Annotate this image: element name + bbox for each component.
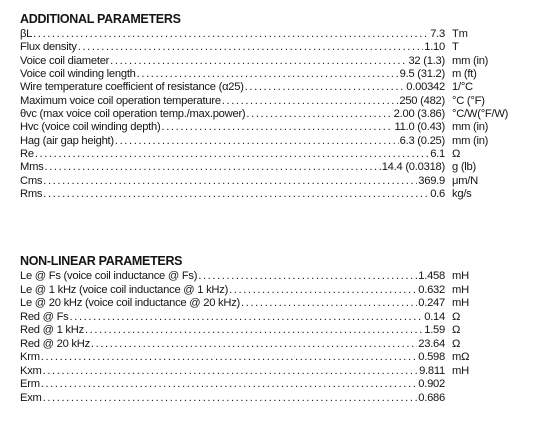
parameter-label: Red @ Fs — [20, 310, 69, 323]
non-linear-parameters-section — [20, 253, 520, 405]
parameter-leader — [20, 365, 445, 379]
dot-leader — [241, 297, 417, 311]
parameter-label: Voice coil diameter — [20, 54, 110, 67]
parameter-row — [20, 175, 520, 188]
parameter-label: Le @ Fs (voice coil inductance @ Fs) — [20, 270, 198, 282]
dot-leader — [137, 68, 399, 81]
parameter-unit: Ω — [452, 324, 461, 337]
parameter-value: 11.0 (0.43) — [394, 121, 445, 134]
parameter-row — [20, 338, 520, 352]
parameter-leader — [20, 41, 445, 54]
dot-leader — [115, 135, 399, 148]
parameter-leader — [20, 55, 445, 68]
parameter-unit: g (lb) — [452, 161, 476, 174]
parameter-leader — [20, 28, 445, 41]
parameter-value: 0.902 — [418, 378, 445, 391]
parameter-label: Flux density — [20, 41, 77, 54]
parameter-unit: kg/s — [452, 188, 472, 201]
parameter-leader — [20, 135, 445, 148]
parameter-unit: m (ft) — [452, 68, 477, 81]
parameter-value: 9.811 — [419, 364, 445, 377]
dot-leader — [246, 108, 392, 121]
parameter-value: 0.00342 — [406, 81, 445, 94]
parameter-value: 23.64 — [418, 337, 445, 350]
parameter-row — [20, 324, 520, 338]
parameter-leader — [20, 270, 445, 284]
parameter-label: Re — [20, 148, 34, 161]
parameter-value: 2.00 (3.86) — [393, 108, 445, 121]
dot-leader — [91, 338, 417, 352]
parameter-label: Le @ 1 kHz (voice coil inductance @ 1 kHz) — [20, 283, 229, 296]
parameter-unit: μm/N — [452, 174, 478, 187]
parameter-value: 14.4 (0.0318) — [381, 161, 445, 174]
dot-leader — [78, 41, 424, 54]
parameter-leader — [20, 108, 445, 121]
parameter-value: 6.1 — [430, 148, 445, 161]
parameter-leader — [20, 338, 445, 352]
parameter-unit: mH — [452, 364, 469, 377]
parameter-label: Erm — [20, 378, 40, 391]
parameter-leader — [20, 378, 445, 392]
parameter-leader — [20, 148, 445, 161]
parameter-label: Maximum voice coil operation temperature — [20, 94, 221, 107]
parameter-label: Voice coil winding length — [20, 68, 136, 81]
parameter-value: 250 (482) — [399, 94, 445, 107]
parameter-value: 0.14 — [424, 310, 445, 323]
additional-parameters-heading: ADDITIONAL PARAMETERS — [20, 12, 181, 26]
parameter-unit: Tm — [452, 28, 468, 40]
parameter-leader — [20, 284, 445, 298]
parameter-row — [20, 365, 520, 379]
additional-parameters-list — [20, 28, 520, 201]
parameter-label: Krm — [20, 351, 40, 364]
dot-leader — [33, 28, 429, 41]
parameter-value: 0.632 — [418, 283, 445, 296]
parameter-value: 0.598 — [418, 351, 445, 364]
parameter-value: 0.686 — [418, 391, 445, 404]
parameter-unit: mH — [452, 283, 469, 296]
parameter-leader — [20, 175, 445, 188]
parameter-label: Hvc (voice coil winding depth) — [20, 121, 161, 134]
parameter-value: 1.458 — [418, 270, 445, 282]
parameter-leader — [20, 392, 445, 406]
parameter-row — [20, 135, 520, 148]
parameter-row — [20, 95, 520, 108]
parameter-label: Le @ 20 kHz (voice coil inductance @ 20 kHz) — [20, 297, 241, 310]
parameter-row — [20, 188, 520, 201]
parameter-value: 0.6 — [430, 188, 445, 201]
parameter-value: 1.59 — [424, 324, 445, 337]
parameter-unit: Ω — [452, 337, 461, 350]
dot-leader — [222, 95, 399, 108]
dot-leader — [43, 392, 418, 406]
parameter-label: Red @ 20 kHz — [20, 337, 90, 350]
dot-leader — [229, 284, 417, 298]
parameter-value: 6.3 (0.25) — [399, 134, 445, 147]
parameter-row — [20, 55, 520, 68]
dot-leader — [35, 148, 429, 161]
parameter-leader — [20, 121, 445, 134]
parameter-label: βL — [20, 28, 33, 40]
parameter-unit: °C (°F) — [452, 94, 485, 107]
parameter-leader — [20, 188, 445, 201]
parameter-row — [20, 41, 520, 54]
parameter-leader — [20, 297, 445, 311]
dot-leader — [41, 351, 417, 365]
dot-leader — [43, 175, 417, 188]
parameter-leader — [20, 68, 445, 81]
parameter-leader — [20, 95, 445, 108]
parameter-value: 7.3 — [430, 28, 445, 40]
parameter-leader — [20, 161, 445, 174]
parameter-row — [20, 392, 520, 406]
dot-leader — [43, 365, 418, 379]
additional-parameters-section — [20, 11, 520, 201]
dot-leader — [85, 324, 423, 338]
parameter-label: Wire temperature coefficient of resistance (α25) — [20, 81, 244, 94]
parameter-row — [20, 68, 520, 81]
parameter-row — [20, 161, 520, 174]
parameter-leader — [20, 351, 445, 365]
parameter-row — [20, 270, 520, 284]
parameter-row — [20, 297, 520, 311]
parameter-row — [20, 121, 520, 134]
parameter-row — [20, 378, 520, 392]
parameter-row — [20, 284, 520, 298]
parameter-unit: °C/W(°F/W) — [452, 108, 509, 121]
parameter-value: 9.5 (31.2) — [399, 68, 445, 81]
parameter-unit: Ω — [452, 310, 461, 323]
parameter-value: 32 (1.3) — [408, 54, 445, 67]
dot-leader — [245, 81, 406, 94]
parameter-unit: mm (in) — [452, 54, 489, 67]
dot-leader — [110, 55, 407, 68]
dot-leader — [44, 161, 380, 174]
parameter-unit: mH — [452, 270, 469, 282]
parameter-label: Cms — [20, 174, 43, 187]
parameter-row — [20, 311, 520, 325]
parameter-label: Kxm — [20, 364, 42, 377]
parameter-row — [20, 81, 520, 94]
parameter-unit: 1/°C — [452, 81, 473, 94]
parameter-label: Exm — [20, 391, 42, 404]
parameter-row — [20, 28, 520, 41]
parameter-unit: T — [452, 41, 459, 54]
parameter-unit: mH — [452, 297, 469, 310]
parameter-unit: mΩ — [452, 351, 470, 364]
parameter-label: Hag (air gap height) — [20, 134, 114, 147]
non-linear-parameters-heading: NON-LINEAR PARAMETERS — [20, 254, 183, 268]
dot-leader — [162, 121, 394, 134]
parameter-row — [20, 148, 520, 161]
parameter-value: 369.9 — [418, 174, 445, 187]
parameter-label: Red @ 1 kHz — [20, 324, 84, 337]
parameter-value: 0.247 — [418, 297, 445, 310]
parameter-leader — [20, 324, 445, 338]
dot-leader — [43, 188, 429, 201]
dot-leader — [198, 270, 417, 284]
dot-leader — [41, 378, 417, 392]
dot-leader — [70, 311, 424, 325]
parameter-label: Mms — [20, 161, 44, 174]
parameter-unit: Ω — [452, 148, 461, 161]
parameter-value: 1.10 — [424, 41, 445, 54]
parameter-unit: mm (in) — [452, 121, 489, 134]
parameter-row — [20, 108, 520, 121]
parameter-unit: mm (in) — [452, 134, 489, 147]
parameter-label: θvc (max voice coil operation temp./max.power) — [20, 108, 246, 121]
parameter-leader — [20, 311, 445, 325]
non-linear-parameters-list — [20, 270, 520, 405]
parameter-leader — [20, 81, 445, 94]
parameter-row — [20, 351, 520, 365]
parameter-label: Rms — [20, 188, 43, 201]
